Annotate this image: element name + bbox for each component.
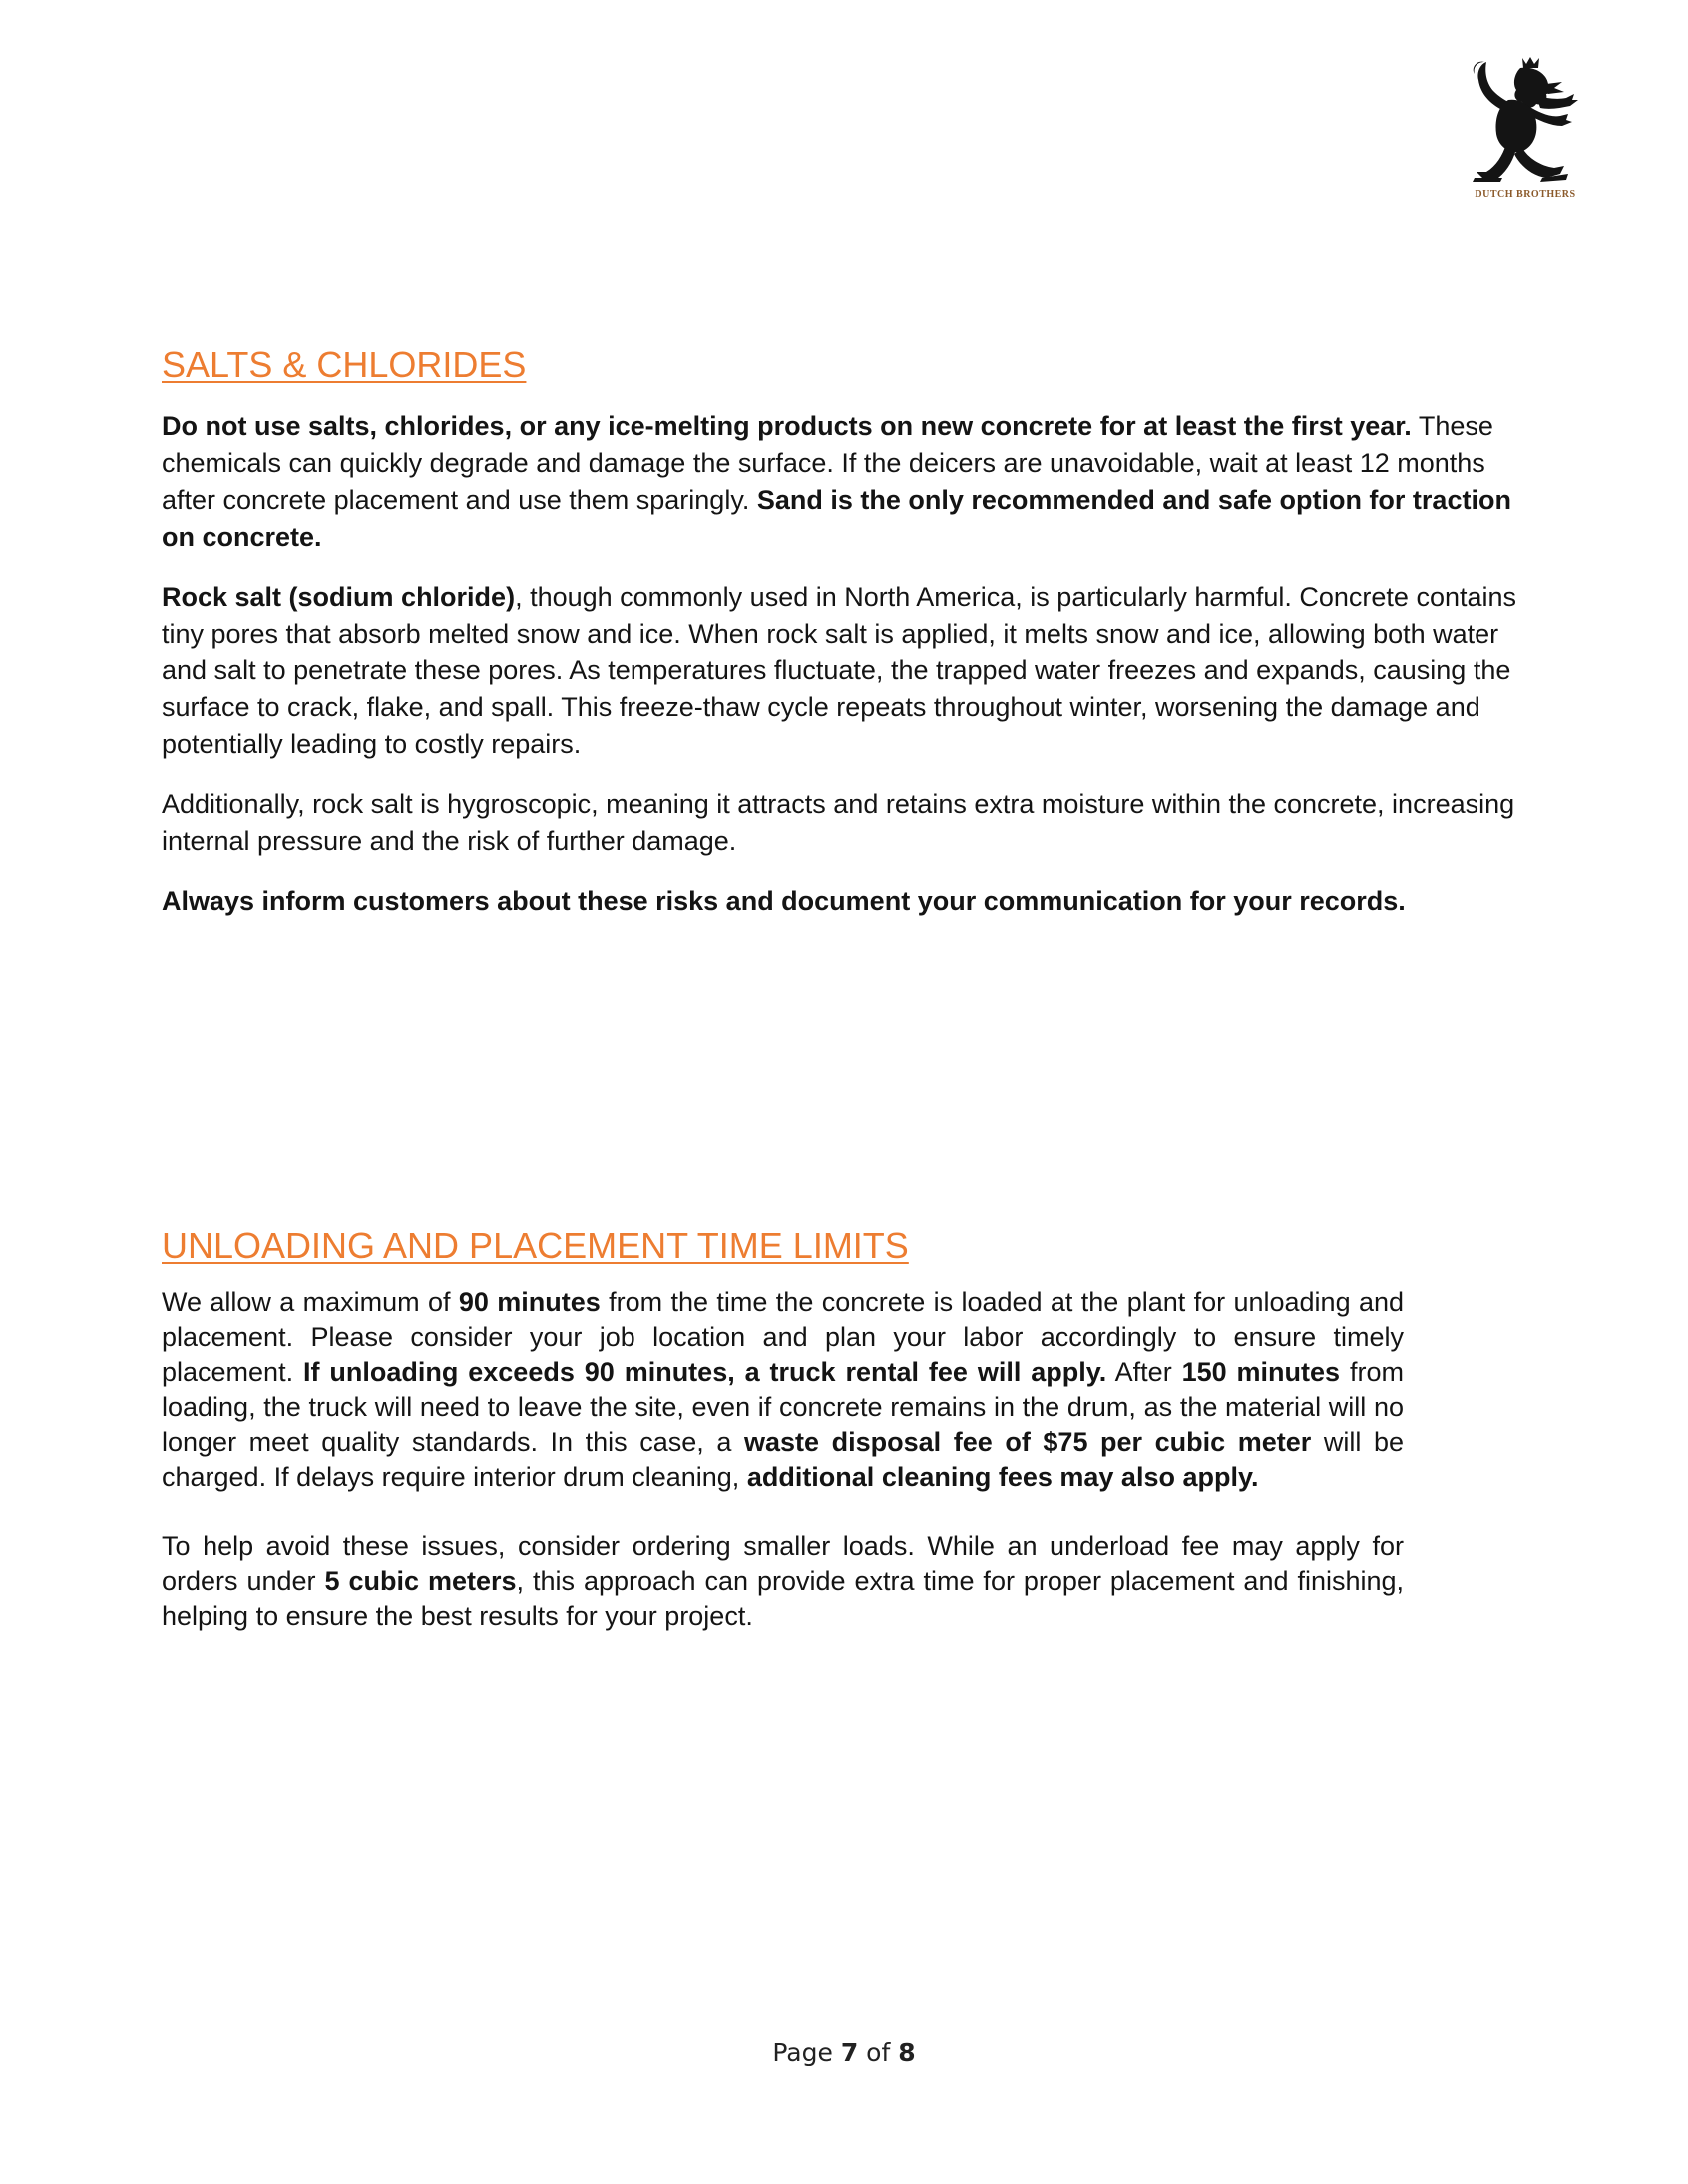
text-run: These chemicals can quickly degrade and damage the surface. If the deicers are unavoidable, wait at least 12 months after concrete placement and use them sparingly.: [162, 411, 1493, 515]
text-run: from the time the concrete is loaded at the plant for unloading and placement. Please consider your job location and plan your labor accordingly to ensure timely placement.: [162, 1287, 1404, 1387]
brand-logo: [1463, 54, 1612, 214]
text-run: will be charged. If delays require interior drum cleaning,: [162, 1427, 1404, 1492]
section-paragraph: [162, 786, 1538, 860]
lion-rampant-icon: [1463, 54, 1588, 186]
page-of-label: of: [858, 2038, 899, 2067]
page-number: [0, 2038, 1688, 2067]
section-heading: SALTS & CHLORIDES: [162, 344, 527, 385]
section-paragraph: [162, 579, 1538, 763]
bold-text: waste disposal fee of $75 per cubic meter: [743, 1427, 1312, 1457]
bold-text: Always inform customers about these risks and document your communication for your records.: [162, 886, 1406, 916]
bold-text: additional cleaning fees may also apply.: [746, 1462, 1259, 1492]
section-paragraph: [162, 883, 1538, 920]
bold-text: If unloading exceeds 90 minutes, a truck rental fee will apply.: [302, 1357, 1107, 1387]
text-run: We allow a maximum of: [162, 1287, 459, 1317]
section-heading: UNLOADING AND PLACEMENT TIME LIMITS: [162, 1225, 909, 1266]
unloading-time-limits-section: [162, 1225, 1404, 1634]
bold-text: Sand is the only recommended and safe option for traction on concrete.: [162, 485, 1511, 552]
section-paragraph: [162, 1529, 1404, 1634]
text-run: from loading, the truck will need to leave the site, even if concrete remains in the drum, as the material will no longer meet quality standards. In this case, a: [162, 1357, 1404, 1457]
text-run: , this approach can provide extra time for proper placement and finishing, helping to ensure the best results for your project.: [162, 1566, 1405, 1631]
section-paragraph: [162, 408, 1538, 556]
text-run: Additionally, rock salt is hygroscopic, meaning it attracts and retains extra moisture within the concrete, increasing internal pressure and the risk of further damage.: [162, 789, 1515, 856]
total-pages: 8: [898, 2038, 916, 2067]
bold-text: 90 minutes: [458, 1287, 601, 1317]
page-label: Page: [772, 2038, 841, 2067]
bold-text: 150 minutes: [1181, 1357, 1341, 1387]
bold-text: Rock salt (sodium chloride): [162, 582, 516, 612]
text-run: After: [1106, 1357, 1182, 1387]
current-page: 7: [840, 2038, 859, 2067]
bold-text: 5 cubic meters: [324, 1566, 517, 1596]
section-paragraph: [162, 1285, 1404, 1495]
salts-chlorides-section: [162, 344, 1538, 943]
text-run: , though commonly used in North America, is particularly harmful. Concrete contains tiny pores that absorb melted snow and ice. When rock salt is applied, it melts snow and ice, allowing both water and salt to penetrate these pores. As temperatures fluctuate, the trapped water freezes and expands, causing the surface to crack, flake, and spall. This freeze-thaw cycle repeats throughout winter, worsening the damage and potentially leading to costly repairs.: [162, 582, 1517, 759]
text-run: To help avoid these issues, consider ordering smaller loads. While an underload fee may apply for orders under: [162, 1531, 1404, 1596]
brand-name: DUTCH BROTHERS: [1475, 189, 1576, 200]
bold-text: Do not use salts, chlorides, or any ice-melting products on new concrete for at least the first year.: [162, 411, 1412, 441]
